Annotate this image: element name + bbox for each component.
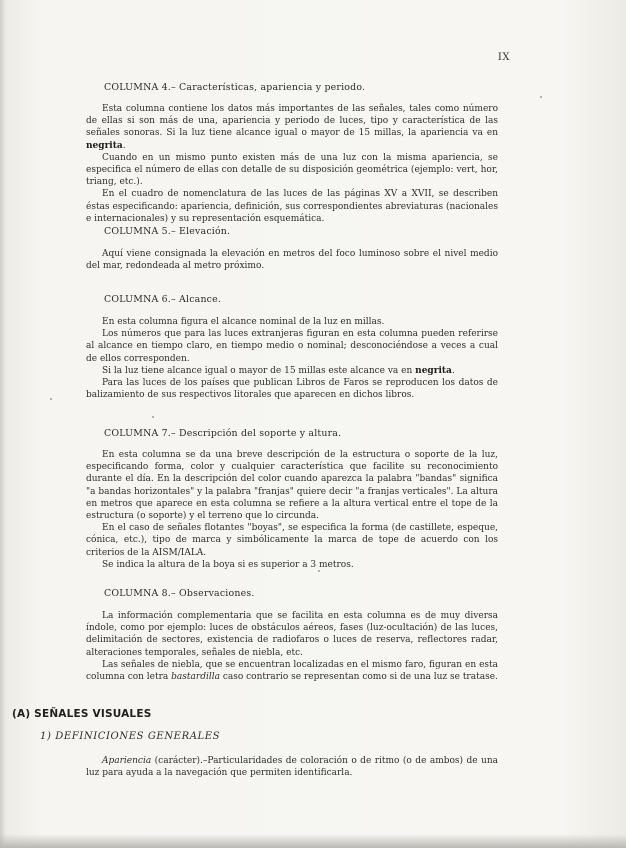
page-number: IX [497, 52, 510, 63]
column-7-paragraph-3: Se indica la altura de la boya si es superior a 3 metros. [102, 559, 354, 570]
column-8-paragraph-1: La información complementaria que se facilita en esta columna es de muy diversa índole, como por ejemplo: luces de obstáculos aéreos, fases (luz-ocultación) de las luces, delimitación de sectores, existencia de radiofaros o luces de reserva, reflectores radar, alteraciones temporales, señales de niebla, etc. [86, 611, 498, 658]
column-4-paragraph-2: Cuando en un mismo punto existen más de una luz con la misma apariencia, se especifica el número de ellas con detalle de su disposición geométrica (ejemplo: vert, hor, triang, etc.). [86, 152, 498, 188]
text-run: caso contrario se representan como si de una luz se tratase. [219, 672, 498, 683]
text-run: Si la luz tiene alcance igual o mayor de 15 millas este alcance va en [102, 365, 416, 376]
column-4-paragraph-3: En el cuadro de nomenclatura de las luces de las páginas XV a XVII, se describen éstas especificando: apariencia, definición, sus correspondientes abreviaturas (nacionales e internacionales) y su representación esquemática. [86, 189, 498, 224]
column-6-body [86, 316, 498, 401]
definition-text: (carácter).–Particularidades de coloración o de ritmo (o de ambos) de una luz para ayuda a la navegación que permiten identificarla. [86, 756, 498, 779]
scan-speck [318, 570, 320, 572]
definition-apariencia [86, 755, 498, 779]
column-7-heading: COLUMNA 7.– Descripción del soporte y altura. [104, 428, 342, 439]
gutter-shadow [0, 0, 6, 848]
column-4-heading: COLUMNA 4.– Características, apariencia y periodo. [104, 82, 366, 93]
bold-run: negrita [86, 140, 123, 151]
subsection-heading-general-definitions: 1) DEFINICIONES GENERALES [40, 731, 221, 742]
text-run: Esta columna contiene los datos más importantes de las señales, tales como número de ellas si son más de una, apariencia y periodo de luces, tipo y característica de las señales sonoras. Si la luz tiene alcance igual o mayor de 15 millas, la apariencia va en [86, 104, 498, 139]
column-8-body [86, 610, 498, 683]
bold-run: negrita [415, 365, 452, 376]
column-7-paragraph-1: En esta columna se da una breve descripción de la estructura o soporte de la luz, especificando forma, color y cualquier característica que facilite su reconocimiento durante el día. En la descripción del color cuando aparezca la palabra "bandas" significa "a bandas horizontales" y la palabra "franjas" quiere decir "a franjas verticales". La altura en metros que aparece en esta columna se refiere a la altura vertical entre el tope de la estructura (o soporte) y el terreno que lo circunda. [86, 450, 498, 522]
column-4-body [86, 103, 498, 225]
column-6-paragraph-2: Los números que para las luces extranjeras figuran en esta columna pueden referirse al alcance en tiempo claro, en tiempo medio o nominal; desconociéndose a veces a cual de ellos corresponden. [86, 329, 498, 364]
column-7-body [86, 449, 498, 571]
column-8-heading: COLUMNA 8.– Observaciones. [104, 588, 255, 599]
scan-speck [540, 96, 542, 98]
column-5-heading: COLUMNA 5.– Elevación. [104, 226, 231, 237]
definition-term: Apariencia [102, 756, 152, 766]
scan-speck [152, 416, 154, 418]
bottom-shadow [0, 834, 626, 848]
text-run: . [122, 140, 126, 151]
column-6-paragraph-4: Para las luces de los países que publican Libros de Faros se reproducen los datos de balizamiento de sus respectivos litorales que aparecen en dichos libros. [86, 378, 498, 401]
definition-apariencia-paragraph [86, 755, 498, 779]
column-5-body [86, 248, 498, 272]
column-4-paragraph-1 [86, 103, 498, 152]
column-6-paragraph-3 [86, 365, 498, 377]
column-6-paragraph-1: En esta columna figura el alcance nominal de la luz en millas. [102, 317, 385, 327]
section-heading-visual-signals: (A) SEÑALES VISUALES [12, 708, 152, 720]
column-7-paragraph-2: En el caso de señales flotantes "boyas", se especifica la forma (de castillete, espeque, cónica, etc.), tipo de marca y simbólicamente la marca de tope de acuerdo con los criterios de la AISM/IALA. [86, 523, 498, 558]
text-run: . [451, 365, 455, 376]
scan-speck [50, 398, 52, 400]
column-6-heading: COLUMNA 6.– Alcance. [104, 294, 222, 305]
column-8-paragraph-2 [86, 659, 498, 683]
column-5-paragraph-1: Aquí viene consignada la elevación en metros del foco luminoso sobre el nivel medio del mar, redondeada al metro próximo. [86, 249, 498, 272]
italic-run: bastardilla [171, 672, 220, 683]
text-run: Las señales de niebla, que se encuentran localizadas en el mismo faro, figuran en esta columna con letra [86, 659, 498, 683]
